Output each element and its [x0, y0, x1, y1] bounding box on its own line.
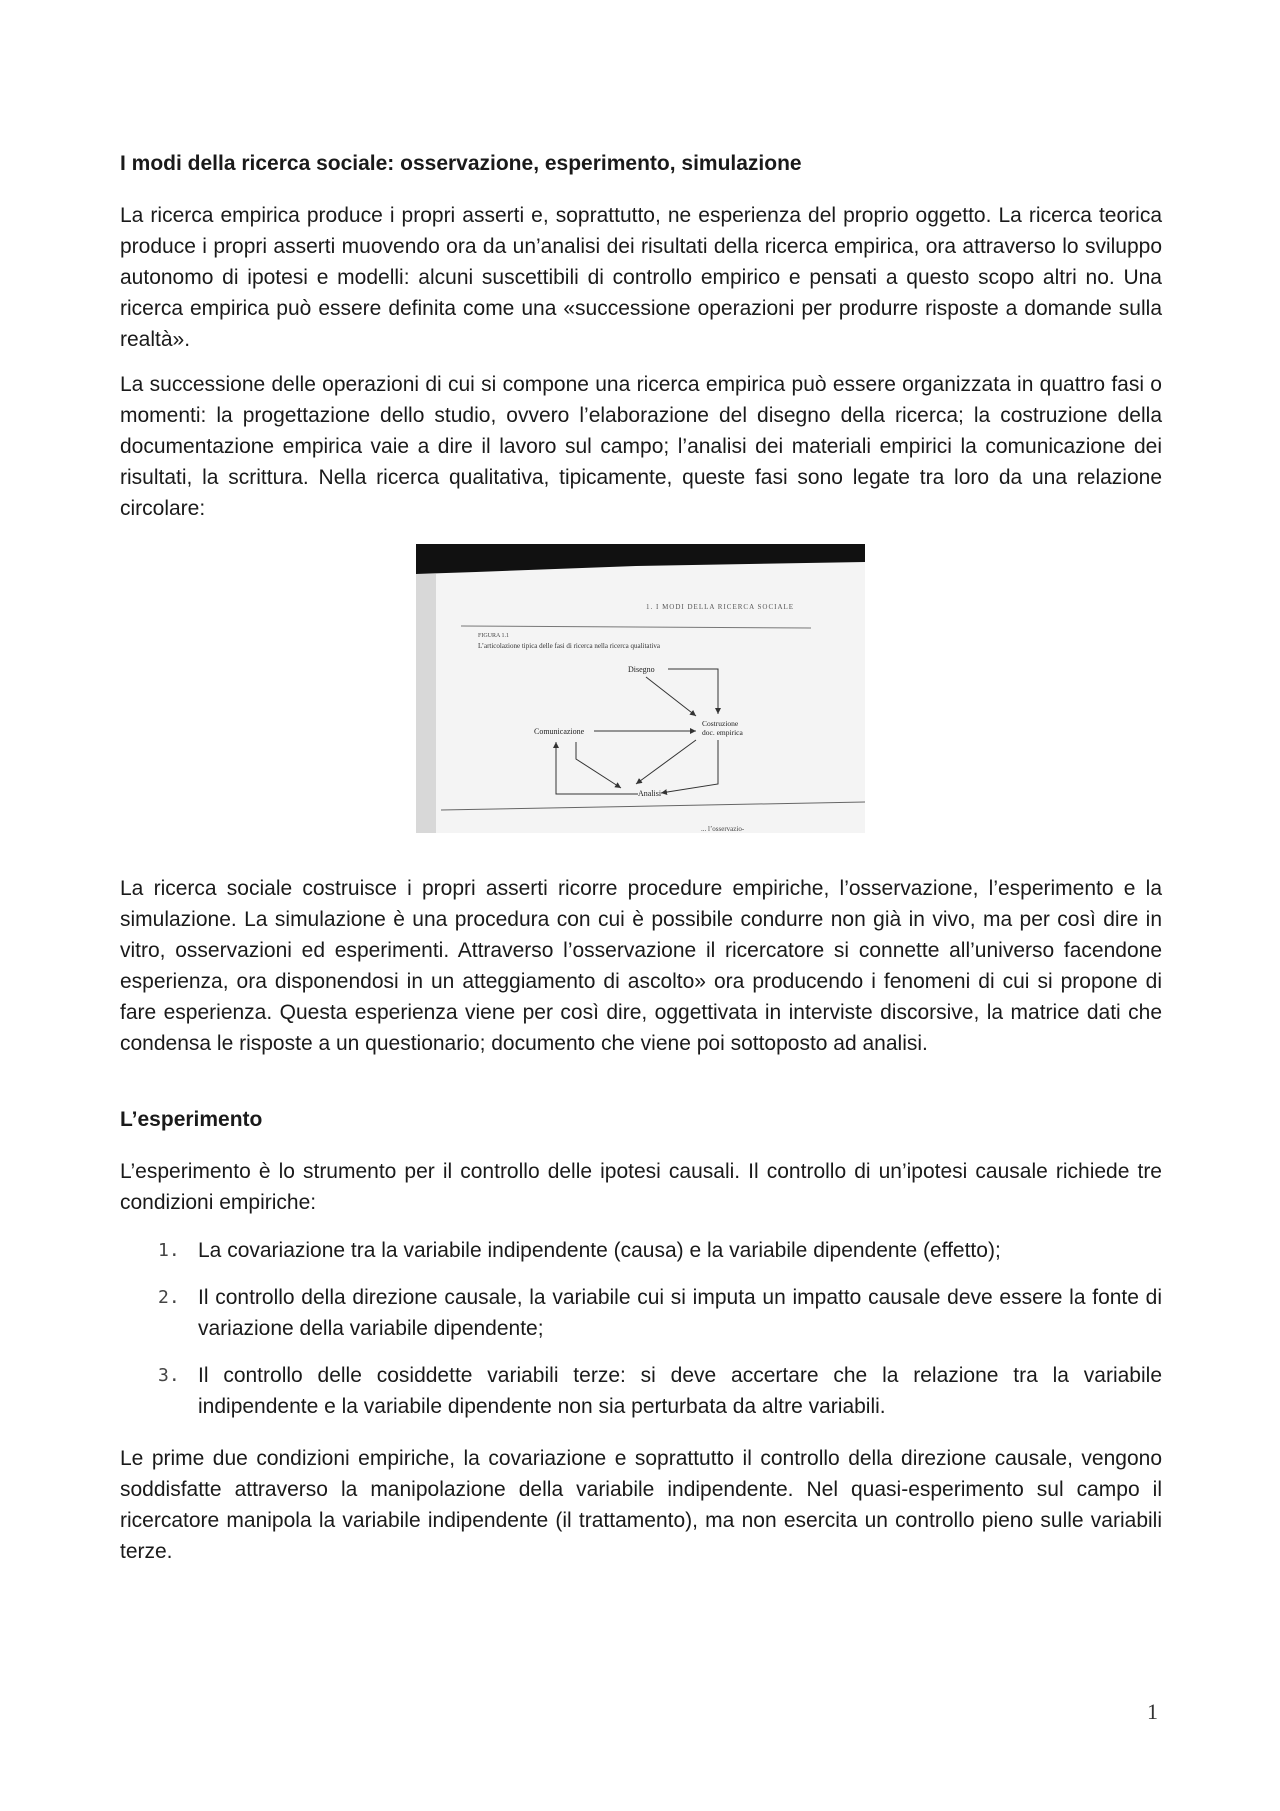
list-item	[152, 1235, 1162, 1266]
scan-edge	[416, 574, 436, 833]
paragraph-esperimento: L’esperimento è lo strumento per il controllo delle ipotesi causali. Il controllo di un’ipotesi causale richiede tre condizioni empiriche:	[120, 1160, 1162, 1214]
paragraph-conditions: Le prime due condizioni empiriche, la covariazione e soprattutto il controllo della direzione causale, vengono soddisfatte attraverso la manipolazione della variabile indipendente. Nel quasi-esperimento sul campo il ricercatore manipola la variabile indipendente (il trattamento), ma non esercita un controllo pieno sulle variabili terze.	[120, 1447, 1162, 1563]
figure-diagram	[416, 544, 865, 833]
node-comunicazione: Comunicazione	[534, 727, 585, 736]
figure-header: 1. I MODI DELLA RICERCA SOCIALE	[646, 603, 795, 611]
figure-research-phases	[416, 544, 865, 833]
arrow-disegno-costruzione-diag	[646, 677, 696, 716]
conditions-list	[152, 1235, 1162, 1438]
section-heading-esperimento: L’esperimento	[120, 1108, 263, 1131]
arrow-costruzione-analisi-diag	[636, 740, 696, 784]
header-rule	[461, 626, 811, 628]
arrow-analisi-comunicazione	[556, 742, 638, 794]
list-number: 2.	[158, 1287, 180, 1308]
list-text: Il controllo delle cosiddette variabili terze: si deve accertare che la relazione tra la variabile indipendente e la variabile dipendente non sia perturbata da altre variabili.	[198, 1364, 1162, 1418]
node-costruzione-line2: doc. empirica	[702, 728, 743, 737]
arrow-disegno-costruzione	[668, 669, 718, 714]
list-item	[152, 1282, 1162, 1344]
paragraph-intro: La ricerca empirica produce i propri asserti e, soprattutto, ne esperienza del proprio oggetto. La ricerca teorica produce i propri asserti muovendo ora da un’analisi dei risultati della ricerca empirica, ora attraverso lo sviluppo autonomo di ipotesi e modelli: alcuni suscettibili di controllo empirico e pensati a questo scopo altri no. Una ricerca empirica può essere definita come una «successione operazioni per produrre risposte a domande sulla realtà».	[120, 204, 1162, 351]
arrow-comunicazione-analisi	[576, 742, 621, 788]
list-text: La covariazione tra la variabile indipendente (causa) e la variabile dipendente (effetto);	[198, 1239, 1001, 1262]
node-costruzione-line1: Costruzione	[702, 719, 739, 728]
footer-fragment: ... l’osservazio-	[701, 825, 745, 833]
paragraph-social-research: La ricerca sociale costruisce i propri asserti ricorre procedure empiriche, l’osservazione, l’esperimento e la simulazione. La simulazione è una procedura con cui è possibile condurre non già in vivo, ma per così dire in vitro, osservazioni ed esperimenti. Attraverso l’osservazione il ricercatore si connette all’universo facendone esperienza, ora disponendosi in un atteggiamento di ascolto» ora producendo i fenomeni di cui si propone di fare esperienza. Questa esperienza viene per così dire, oggettivata in interviste discorsive, la matrice dati che condensa le risposte a un questionario; documento che viene poi sottoposto ad analisi.	[120, 877, 1162, 1055]
node-analisi: Analisi	[638, 789, 662, 798]
figure-label: FIGURA 1.1	[478, 633, 510, 639]
footer-rule	[441, 802, 865, 810]
paragraph-phases: La successione delle operazioni di cui si compone una ricerca empirica può essere organizzata in quattro fasi o momenti: la progettazione dello studio, ovvero l’elaborazione del disegno della ricerca; la costruzione della documentazione empirica vaie a dire il lavoro sul campo; l’analisi dei materiali empirici la comunicazione dei risultati, la scrittura. Nella ricerca qualitativa, tipicamente, queste fasi sono legate tra loro da una relazione circolare:	[120, 373, 1162, 520]
page-number: 1	[1147, 1699, 1158, 1724]
figure-caption: L’articolazione tipica delle fasi di ricerca nella ricerca qualitativa	[478, 642, 661, 650]
arrow-costruzione-analisi	[661, 740, 718, 793]
list-number: 3.	[158, 1365, 180, 1386]
scan-shadow	[416, 544, 865, 574]
list-number: 1.	[158, 1240, 180, 1261]
document-title: I modi della ricerca sociale: osservazione, esperimento, simulazione	[120, 152, 802, 175]
node-disegno: Disegno	[628, 665, 655, 674]
list-text: Il controllo della direzione causale, la variabile cui si imputa un impatto causale deve essere la fonte di variazione della variabile dipendente;	[198, 1286, 1162, 1340]
list-item	[152, 1360, 1162, 1422]
